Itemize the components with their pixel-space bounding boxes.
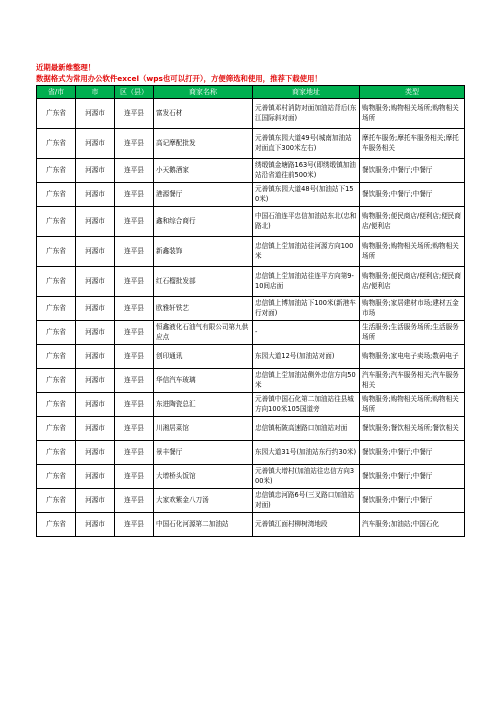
cell-city: 河源市 [76,321,115,345]
table-row [37,393,465,417]
cell-merchant-address: 中国石油连平忠信加油站东北(忠和路北) [253,207,360,237]
cell-merchant-address: 元善镇大增村(加油站往忠信方向300米) [253,465,360,489]
cell-type: 汽车服务;汽车服务相关;汽车服务相关 [360,369,465,393]
header-city: 市 [76,86,115,99]
cell-city: 河源市 [76,465,115,489]
header-merchant-name: 商家名称 [154,86,253,99]
table-row [37,345,465,369]
cell-merchant-name: 欧雅轩铁艺 [154,297,253,321]
cell-type: 生活服务;生活服务场所;生活服务场所 [360,321,465,345]
cell-province: 广东省 [37,369,76,393]
cell-city: 河源市 [76,183,115,207]
cell-province: 广东省 [37,159,76,183]
cell-county: 连平县 [115,99,154,129]
cell-merchant-address: 元善镇邓村消防对面加油站背后(东江国际斜对面) [253,99,360,129]
table-row [37,99,465,129]
cell-type: 购物服务;家居建材市场;建材五金市场 [360,297,465,321]
cell-merchant-address: 忠信镇忠河路6号(三叉路口加油站对面) [253,489,360,513]
table-row [37,129,465,159]
cell-type: 餐饮服务;餐饮相关场所;餐饮相关 [360,417,465,441]
cell-merchant-address: 元善镇东园大道48号(加油站下150米) [253,183,360,207]
cell-merchant-address: 元善镇江面村柳树湾地段 [253,513,360,537]
cell-province: 广东省 [37,321,76,345]
cell-county: 连平县 [115,513,154,537]
cell-county: 连平县 [115,345,154,369]
cell-type: 购物服务;家电电子卖场;数码电子 [360,345,465,369]
cell-merchant-name: 港源餐厅 [154,183,253,207]
cell-type: 摩托车服务;摩托车服务相关;摩托车服务相关 [360,129,465,159]
cell-city: 河源市 [76,489,115,513]
cell-merchant-name: 富发石材 [154,99,253,129]
cell-city: 河源市 [76,99,115,129]
cell-merchant-name: 东进陶瓷总汇 [154,393,253,417]
cell-type: 汽车服务;加油站;中国石化 [360,513,465,537]
cell-type: 购物服务;便民商店/便利店;便民商店/便利店 [360,207,465,237]
cell-merchant-address: 忠信镇上坣加油站往河源方向100米 [253,237,360,267]
cell-province: 广东省 [37,417,76,441]
table-row [37,369,465,393]
cell-type: 餐饮服务;中餐厅;中餐厅 [360,159,465,183]
cell-type: 购物服务;便民商店/便利店;便民商店/便利店 [360,267,465,297]
cell-merchant-address: 东园大道12号(加油站对面) [253,345,360,369]
cell-county: 连平县 [115,297,154,321]
cell-county: 连平县 [115,465,154,489]
table-row [37,417,465,441]
cell-merchant-name: 景丰餐厅 [154,441,253,465]
cell-merchant-address: 绣缎镇金塘路163号(即绣缎镇加油站沿省道往前500米) [253,159,360,183]
cell-merchant-name: 高记摩配批发 [154,129,253,159]
cell-province: 广东省 [37,267,76,297]
cell-merchant-address: 忠信镇上坣加油站侧外忠信方向50米 [253,369,360,393]
cell-merchant-address: - [253,321,360,345]
table-row [37,513,465,537]
table-row [37,237,465,267]
cell-city: 河源市 [76,237,115,267]
cell-province: 广东省 [37,489,76,513]
cell-county: 连平县 [115,159,154,183]
cell-province: 广东省 [37,207,76,237]
table-row [37,207,465,237]
cell-type: 购物服务;购物相关场所;购物相关场所 [360,393,465,417]
cell-county: 连平县 [115,369,154,393]
cell-merchant-name: 红石榴批发部 [154,267,253,297]
table-row [37,321,465,345]
cell-county: 连平县 [115,441,154,465]
cell-city: 河源市 [76,159,115,183]
cell-merchant-address: 元善镇中国石化第二加油站往县城方向100米105国道旁 [253,393,360,417]
cell-merchant-address: 忠信镇上博加油站下100米(新港车行对面) [253,297,360,321]
header-merchant-address: 商家地址 [253,86,360,99]
cell-merchant-address: 东园大道31号(加油站东行约30米) [253,441,360,465]
cell-merchant-name: 大增桥头饭馆 [154,465,253,489]
cell-province: 广东省 [37,441,76,465]
notice-line-1: 近期最新维整理！ [36,63,96,72]
cell-county: 连平县 [115,207,154,237]
cell-county: 连平县 [115,417,154,441]
header-row [37,86,465,99]
cell-type: 餐饮服务;中餐厅;中餐厅 [360,183,465,207]
cell-county: 连平县 [115,321,154,345]
cell-merchant-name: 中国石化河源第二加油站 [154,513,253,537]
cell-merchant-address: 元善镇东园大道49号(城南加油站对面直下300米左右) [253,129,360,159]
header-province: 省/市 [37,86,76,99]
cell-city: 河源市 [76,393,115,417]
cell-city: 河源市 [76,417,115,441]
cell-type: 购物服务;购物相关场所;购物相关场所 [360,237,465,267]
cell-city: 河源市 [76,297,115,321]
cell-city: 河源市 [76,345,115,369]
cell-type: 餐饮服务;中餐厅;中餐厅 [360,465,465,489]
cell-city: 河源市 [76,513,115,537]
table-row [37,441,465,465]
cell-merchant-name: 大家欢紫金八刀汤 [154,489,253,513]
cell-city: 河源市 [76,441,115,465]
cell-county: 连平县 [115,489,154,513]
cell-merchant-address: 忠信镇柘陂高速路口加油站对面 [253,417,360,441]
table-row [37,183,465,207]
cell-county: 连平县 [115,237,154,267]
cell-merchant-name: 小天鹅酒家 [154,159,253,183]
cell-county: 连平县 [115,129,154,159]
cell-type: 餐饮服务;中餐厅;中餐厅 [360,489,465,513]
cell-merchant-address: 忠信镇上坣加油站往连平方向第9-10间店面 [253,267,360,297]
header-county: 区（县） [115,86,154,99]
cell-city: 河源市 [76,129,115,159]
cell-merchant-name: 恒鑫液化石油气有限公司第九供应点 [154,321,253,345]
cell-merchant-name: 新鑫装饰 [154,237,253,267]
cell-merchant-name: 华信汽车玻璃 [154,369,253,393]
cell-province: 广东省 [37,99,76,129]
table-row [37,159,465,183]
cell-merchant-name: 创印通讯 [154,345,253,369]
cell-province: 广东省 [37,345,76,369]
cell-province: 广东省 [37,237,76,267]
cell-city: 河源市 [76,369,115,393]
cell-province: 广东省 [37,513,76,537]
cell-province: 广东省 [37,129,76,159]
table-row [37,465,465,489]
table-row [37,489,465,513]
cell-city: 河源市 [76,207,115,237]
cell-county: 连平县 [115,393,154,417]
table-row [37,297,465,321]
cell-type: 购物服务;购物相关场所;购物相关场所 [360,99,465,129]
table-row [37,267,465,297]
header-type: 类型 [360,86,465,99]
cell-province: 广东省 [37,297,76,321]
cell-merchant-name: 川湘居菜馆 [154,417,253,441]
cell-county: 连平县 [115,183,154,207]
cell-merchant-name: 鑫和综合商行 [154,207,253,237]
document-page [36,62,464,537]
cell-city: 河源市 [76,267,115,297]
cell-province: 广东省 [37,183,76,207]
merchant-table [36,85,465,537]
cell-province: 广东省 [37,393,76,417]
cell-type: 餐饮服务;中餐厅;中餐厅 [360,441,465,465]
cell-county: 连平县 [115,267,154,297]
notice-line-2: 数据格式为常用办公软件excel（wps也可以打开），方便筛选和使用，推荐下载使用！ [36,74,322,83]
cell-province: 广东省 [37,465,76,489]
